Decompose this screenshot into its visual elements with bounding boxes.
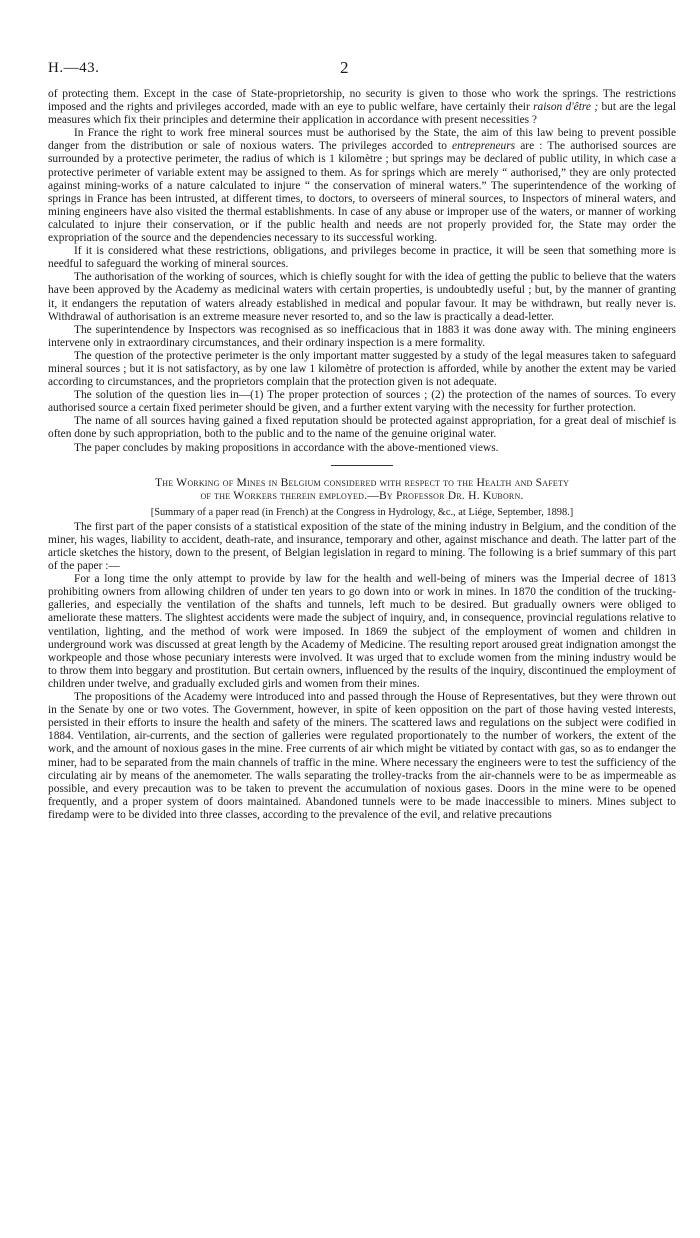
- document-page: [48, 54, 676, 822]
- page-number: 2: [340, 58, 349, 77]
- paragraph: The question of the protective perimeter is the only important matter suggested by a study of the legal measures taken to safeguard mineral sources ; but it is not satisfactory, as by one law 1 kilomètre of protection is afforded, while by another the extent may be varied according to circumstances, and the proprietors complain that the protection given is not adequate.: [48, 349, 676, 389]
- document-reference: H.—43.: [48, 60, 100, 76]
- paragraph: The propositions of the Academy were introduced into and passed through the House of Representatives, but they were thrown out in the Senate by one or two votes. The Government, however, in spite of keen opposition on the part of those having vested interests, persisted in their efforts to insure the health and safety of the miners. The scattered laws and regulations on the subject were codified in 1884. Ventilation, air-currents, and the section of galleries were regulated proportionately to the number of workers, the extent of the work, and the amount of noxious gases in the mine. Free currents of air which might be vitiated by contact with gas, so as to endanger the miner, had to be separated from the main channels of traffic in the mine. Where necessary the engineers were to test the sufficiency of the circulating air by means of the anemometer. The walls separating the trolley-tracks from the air-channels were to be as impermeable as possible, and every precaution was to be taken to prevent the accumulation of noxious gases. Doors in the mine were to be opened frequently, and a proper system of doors maintained. Abandoned tunnels were to be made inaccessible to miners. Mines subject to firedamp were to be divided into three classes, according to the prevalence of the evil, and relative precautions: [48, 691, 676, 821]
- paragraph: In France the right to work free mineral sources must be authorised by the State, the aim of this law being to prevent possible danger from the distribution or sale of noxious waters. The privileges accorded to entrepreneurs are : The authorised sources are surrounded by a protective perimeter, the radius of which is 1 kilomètre ; but springs may be declared of public utility, in which case a protective perimeter of variable extent may be assigned to them. As for springs which are merely “ authorised,” they are only protected against mining-works of a nature calculated to injure “ the conservation of mineral waters.” The superintendence of the working of springs in France has been intrusted, at different times, to doctors, to overseers of mineral sources, to Inspectors of mineral waters, and mining engineers have also visited the thermal establishments. In case of any abuse or improper use of the waters, or manner of working calculated to injure their conservation, or if the public health and needs are not properly provided for, the State may order the expropriation of the source and the dependencies necessary to its successful working.: [48, 127, 677, 245]
- paragraph: The paper concludes by making propositions in accordance with the above-mentioned views.: [74, 441, 499, 454]
- paragraph: If it is considered what these restrictions, obligations, and privileges become in practice, it will be seen that something more is needful to safeguard the working of mineral sources.: [48, 245, 676, 271]
- section-divider: [331, 465, 393, 466]
- article-title: The Working of Mines in Belgium considered with respect to the Health and Safety of the Workers therein employed.—By Professor Dr. H. Kuborn.: [154, 475, 570, 503]
- page-header: [48, 54, 676, 88]
- article-summary-note: [Summary of a paper read (in French) at the Congress in Hydrology, &c., at Liége, September, 1898.]: [150, 506, 574, 518]
- paragraph: of protecting them. Except in the case of State-proprietorship, no security is given to those who work the springs. The restrictions imposed and the rights and privileges accorded, made with an eye to public welfare, have certainly their raison d'être ; but are the legal measures which fix their principles and determine their application in accordance with present necessities ?: [48, 88, 676, 127]
- italic-phrase: raison d'être ;: [533, 101, 599, 114]
- paragraph: The authorisation of the working of sources, which is chiefly sought for with the idea of getting the public to believe that the waters have been approved by the Academy as medicinal waters with certain properties, is undoubtedly useful ; but, by the manner of granting it, it endangers the reputation of waters already established in medical and popular favour. It may be withdrawn, but really never is. Withdrawal of authorisation is an extreme measure never resorted to, and so the law is practically a dead-letter.: [48, 271, 676, 323]
- paragraph: The superintendence by Inspectors was recognised as so inefficacious that in 1883 it was done away with. The mining engineers intervene only in extraordinary circumstances, and their ordinary inspection is a mere formality.: [48, 323, 676, 349]
- paragraph: The solution of the question lies in—(1) The proper protection of sources ; (2) the protection of the names of sources. To every authorised source a certain fixed perimeter should be given, and a further extent varying with the necessity for further protection.: [48, 389, 676, 415]
- paragraph: The first part of the paper consists of a statistical exposition of the state of the mining industry in Belgium, and the condition of the miner, his wages, liability to accident, death-rate, and insurance, temporary and other, against mischance and death. The latter part of the article sketches the history, down to the present, of Belgian legislation in regard to mining. The following is a brief summary of this part of the paper :—: [48, 520, 676, 573]
- italic-phrase: entrepreneurs: [452, 140, 516, 153]
- paragraph: The name of all sources having gained a fixed reputation should be protected against appropriation, for a great deal of mischief is often done by such appropriation, both to the public and to the name of the genuine original water.: [48, 415, 676, 441]
- paragraph: For a long time the only attempt to provide by law for the health and well-being of miners was the Imperial decree of 1813 prohibiting owners from allowing children of under ten years to go down into or work in mines. In 1870 the condition of the trucking-galleries, and especially the ventilation of the shafts and tunnels, left much to be desired. But gradually owners were obliged to ameliorate these matters. The slightest accidents were made the subject of inquiry, and, in consequence, provincial regulations relative to ventilation, lighting, and the method of work were imposed. In 1869 the subject of the employment of women and children in underground work was discussed at great length by the Academy of Medicine. The resulting report aroused great indignation amongst the workpeople and those whose pecuniary interests were involved. It was urged that to exclude women from the mining industry would be to throw them into beggary and prostitution. But certain owners, influenced by the results of the inquiry, discontinued the employment of children under twelve, and gradually excluded girls and women from their mines.: [48, 573, 676, 690]
